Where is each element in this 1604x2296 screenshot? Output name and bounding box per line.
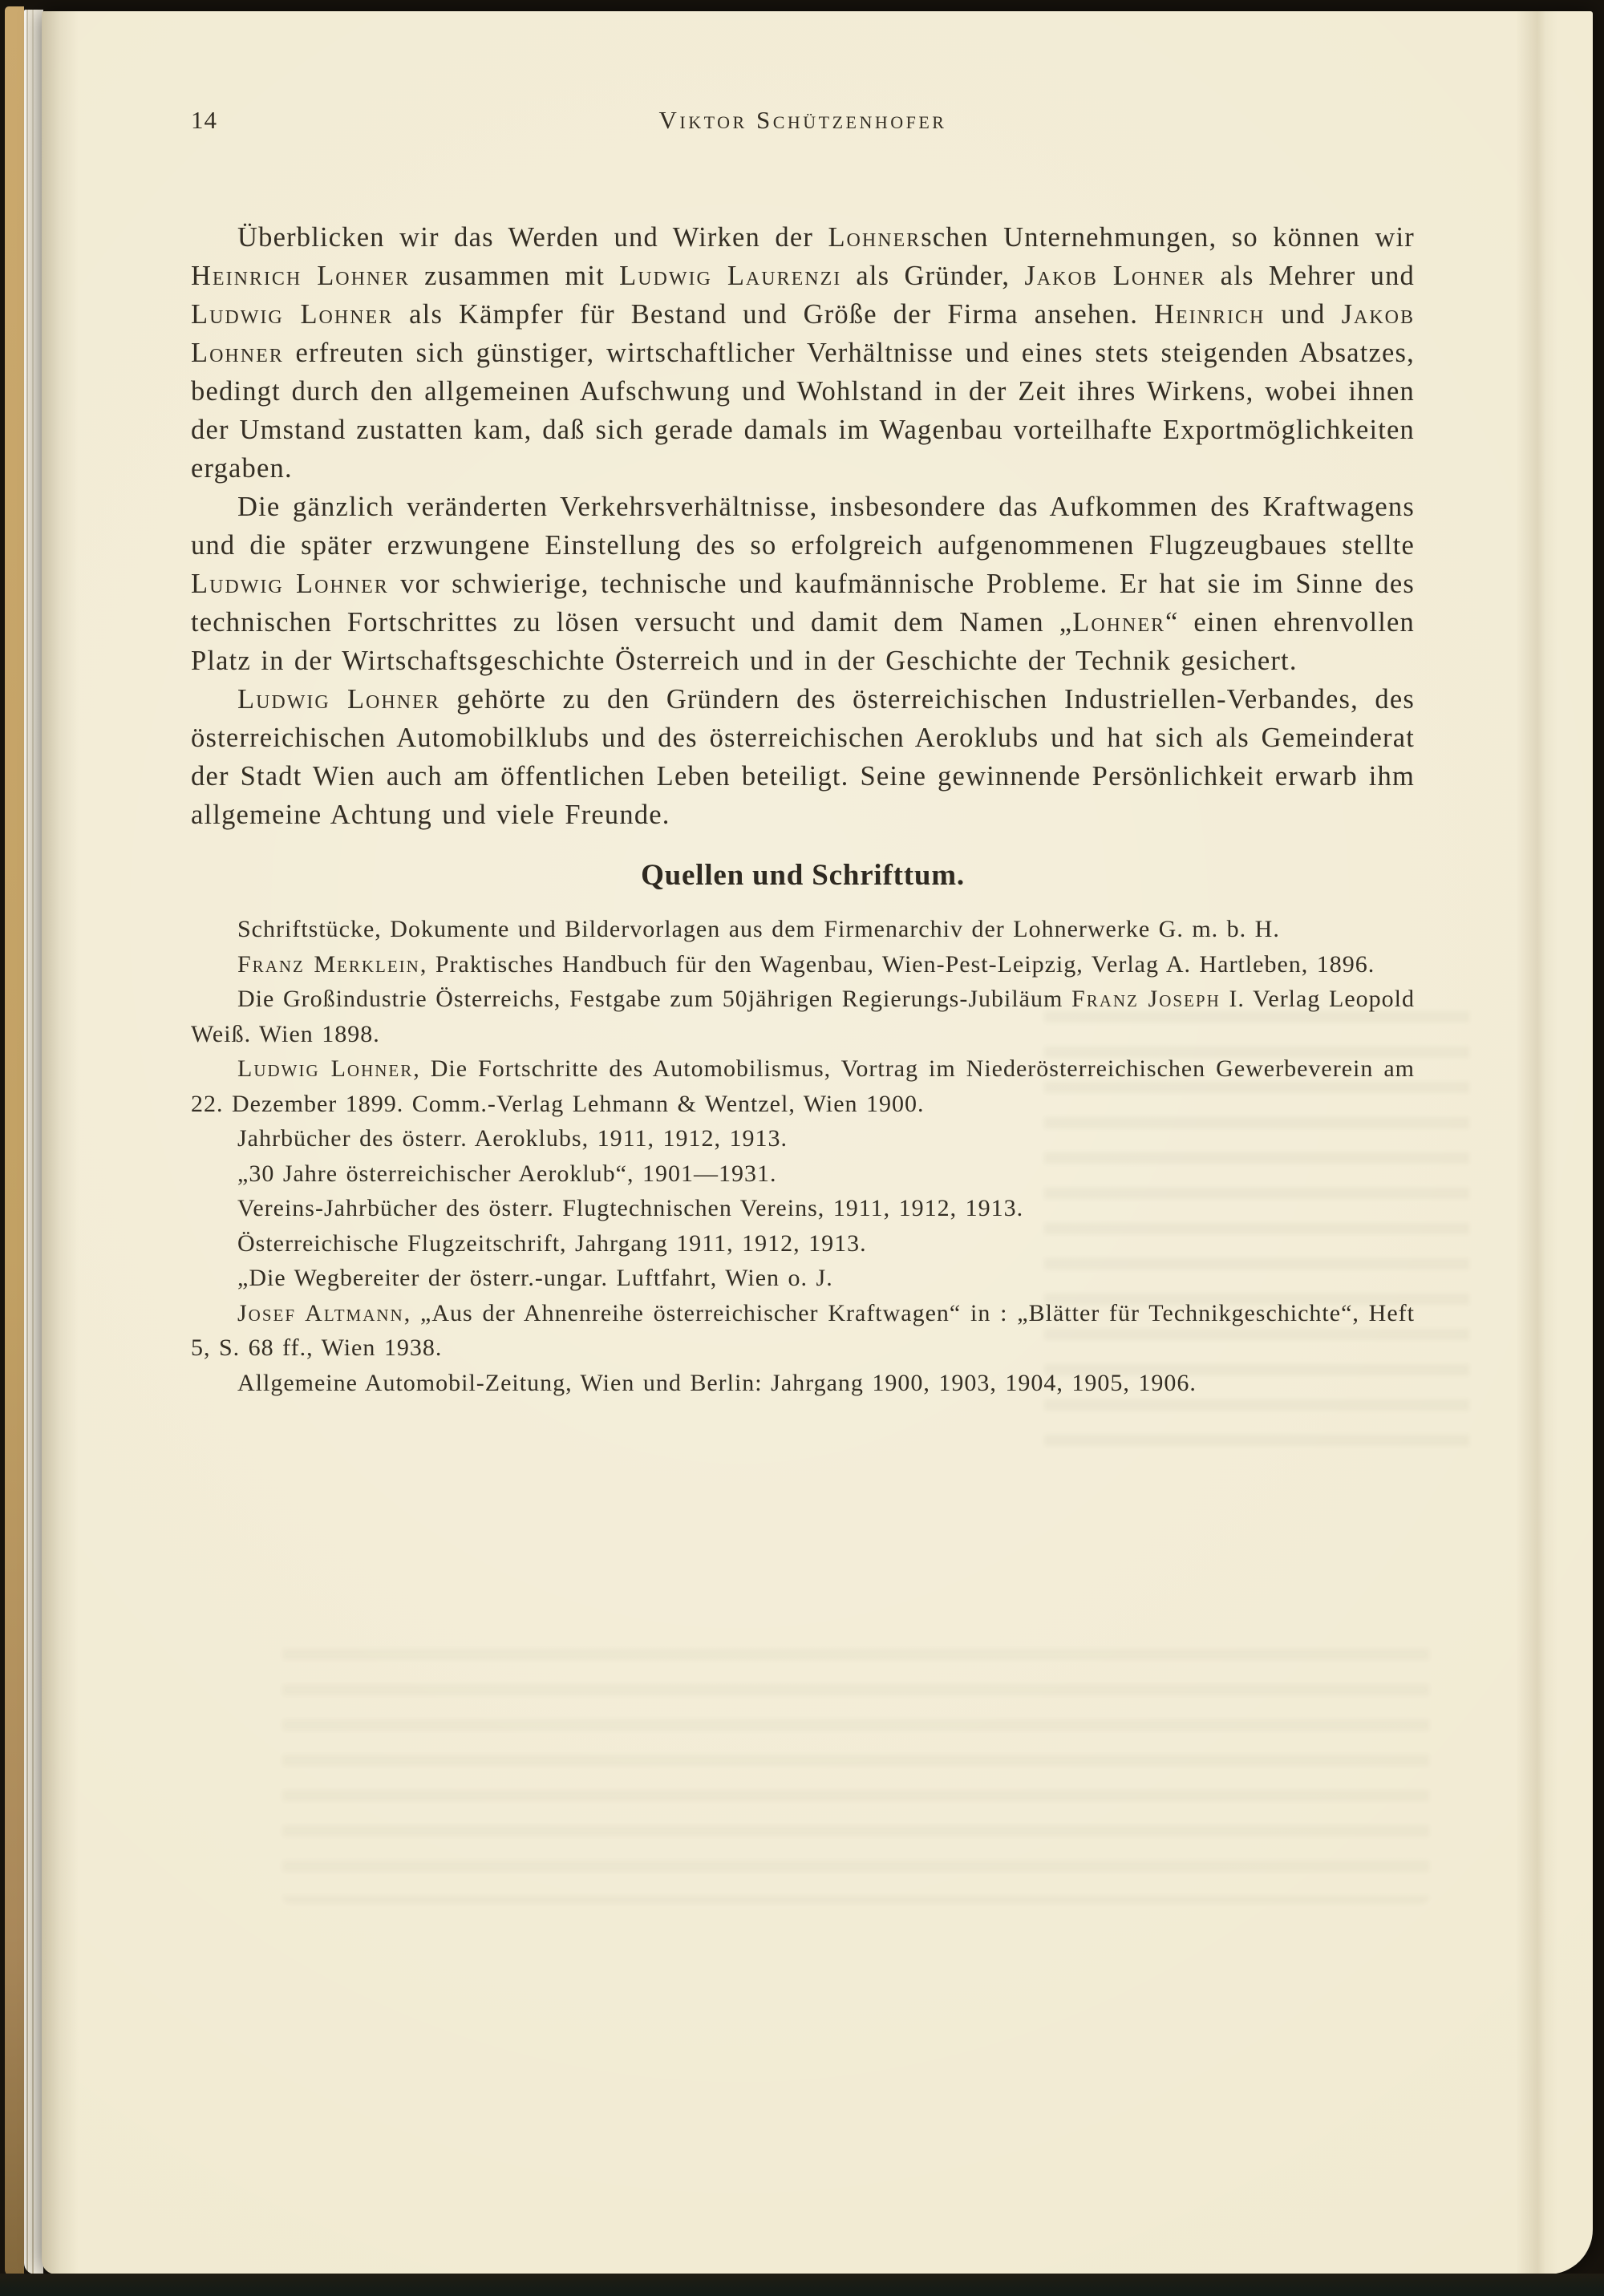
source-entry — [191, 1366, 1415, 1401]
text-run: , Praktisches Handbuch für den Wagenbau, Wien-Pest-Leipzig, Verlag A. Hartleben, 1896. — [419, 950, 1375, 978]
showthrough-ghost-text — [282, 1639, 1429, 1904]
smallcaps-name: Josef Altmann — [237, 1299, 404, 1326]
scanner-bed-edge — [0, 2274, 1604, 2296]
running-header — [191, 106, 1415, 143]
text-run: als Kämpfer für Bestand und Größe der Firma ansehen. — [393, 299, 1155, 330]
text-run: gehörte zu den Gründern des österreichischen Industriellen-Verbandes, des österreichischen Automobilklubs und des österreichischen Aeroklubs und hat sich als Gemeinderat der Stadt Wien auch am öffentlichen Leben beteiligt. Seine gewinnende Persönlichkeit erwarb ihm allgemeine Achtung und viele Freunde. — [191, 684, 1416, 830]
smallcaps-name: Ludwig Laurenzi — [619, 261, 842, 291]
smallcaps-name: Ludwig Lohner — [191, 299, 394, 330]
page-crease — [1516, 11, 1557, 2274]
text-run: “ einen ehrenvollen Platz in der Wirtschaftsgeschichte Österreich und in der Geschichte der Technik gesichert. — [191, 607, 1416, 676]
source-entry — [191, 1191, 1415, 1226]
text-run: Die gänzlich veränderten Verkehrsverhältnisse, insbesondere das Aufkommen des Kraftwagens und die später erzwungene Einstellung des so erfolgreich aufgenommenen Flugzeugbaues stellte — [191, 492, 1415, 561]
smallcaps-name: Lohner — [828, 222, 921, 253]
page-number: 14 — [191, 106, 217, 134]
text-run: I. Verlag Leopold Weiß. Wien 1898. — [191, 986, 1415, 1047]
text-run: vor schwierige, technische und kaufmännische Probleme. Er hat sie im Sinne des technischen Fortschrittes zu lösen versucht und damit dem Namen „ — [191, 569, 1415, 638]
smallcaps-name: Franz Joseph — [1071, 986, 1221, 1012]
smallcaps-name: Ludwig Lohner — [191, 569, 389, 599]
source-entry — [191, 982, 1415, 1051]
sources-list — [191, 912, 1415, 1400]
body-paragraph — [191, 218, 1415, 488]
source-entry — [191, 947, 1415, 982]
smallcaps-name: Jakob Lohner — [191, 299, 1416, 368]
text-run: Österreichische Flugzeitschrift, Jahrgang 1911, 1912, 1913. — [237, 1229, 867, 1257]
source-entry — [191, 1051, 1415, 1121]
text-run: Jahrbücher des österr. Aeroklubs, 1911, 1912, 1913. — [237, 1125, 788, 1152]
text-run: „30 Jahre österreichischer Aeroklub“, 1901—1931. — [237, 1160, 777, 1187]
page-edge-stack — [24, 10, 43, 2274]
smallcaps-name: Franz Merklein — [237, 950, 420, 978]
source-entry — [191, 912, 1415, 947]
smallcaps-name: Ludwig Lohner — [237, 684, 440, 715]
source-entry — [191, 1296, 1415, 1366]
text-run: Die Großindustrie Österreichs, Festgabe zum 50jährigen Regierungs-Jubiläum — [237, 986, 1072, 1012]
text-run: zusammen mit — [409, 261, 620, 291]
smallcaps-name: Heinrich — [1154, 299, 1266, 330]
source-entry — [191, 1156, 1415, 1192]
source-entry — [191, 1261, 1415, 1296]
smallcaps-name: Heinrich Lohner — [191, 261, 410, 291]
text-run: „Die Wegbereiter der österr.-ungar. Luftfahrt, Wien o. J. — [237, 1265, 833, 1291]
spine-shadow — [42, 11, 79, 2274]
source-entry — [191, 1226, 1415, 1261]
book-cover-edge — [5, 6, 24, 2276]
text-run: schen Unternehmungen, so können wir — [921, 222, 1415, 253]
article-body — [191, 218, 1415, 834]
text-run: Allgemeine Automobil-Zeitung, Wien und Berlin: Jahrgang 1900, 1903, 1904, 1905, 1906. — [237, 1369, 1197, 1396]
text-run: und — [1265, 299, 1342, 330]
text-run: , Die Fortschritte des Automobilismus, Vortrag im Niederösterreichischen Gewerbeverein am 22. Dezember 1899. Comm.-Verlag Lehmann & Wentzel, Wien 1900. — [191, 1055, 1416, 1117]
text-run: als Mehrer und — [1205, 261, 1415, 291]
smallcaps-name: Lohner — [1072, 607, 1165, 638]
sources-heading: Quellen und Schrifttum. — [641, 859, 965, 892]
text-run: Vereins-Jahrbücher des österr. Flugtechnischen Vereins, 1911, 1912, 1913. — [237, 1195, 1024, 1221]
running-head-title: Viktor Schützenhofer — [658, 106, 947, 134]
source-entry — [191, 1121, 1415, 1156]
text-run: Schriftstücke, Dokumente und Bildervorlagen aus dem Firmenarchiv der Lohnerwerke G. m. b. H. — [237, 916, 1280, 942]
scan-page — [42, 11, 1593, 2274]
text-run: als Gründer, — [841, 261, 1025, 291]
smallcaps-name: Ludwig Lohner — [237, 1055, 414, 1082]
text-run: Überblicken wir das Werden und Wirken der — [237, 222, 828, 253]
smallcaps-name: Jakob Lohner — [1024, 261, 1206, 291]
text-run: , „Aus der Ahnenreihe österreichischer Kraftwagen“ in : „Blätter für Technikgeschichte“, Heft 5, S. 68 ff., Wien 1938. — [191, 1299, 1415, 1361]
body-paragraph — [191, 680, 1415, 834]
page-content — [191, 106, 1415, 1400]
body-paragraph — [191, 488, 1415, 680]
text-run: erfreuten sich günstiger, wirtschaftlicher Verhältnisse und eines stets steigenden Absatzes, bedingt durch den allgemeinen Aufschwung und Wohlstand in der Zeit ihres Wirkens, wobei ihnen der Umstand zustatten kam, daß sich gerade damals im Wagenbau vorteilhafte Exportmöglichkeiten ergaben. — [191, 338, 1415, 484]
